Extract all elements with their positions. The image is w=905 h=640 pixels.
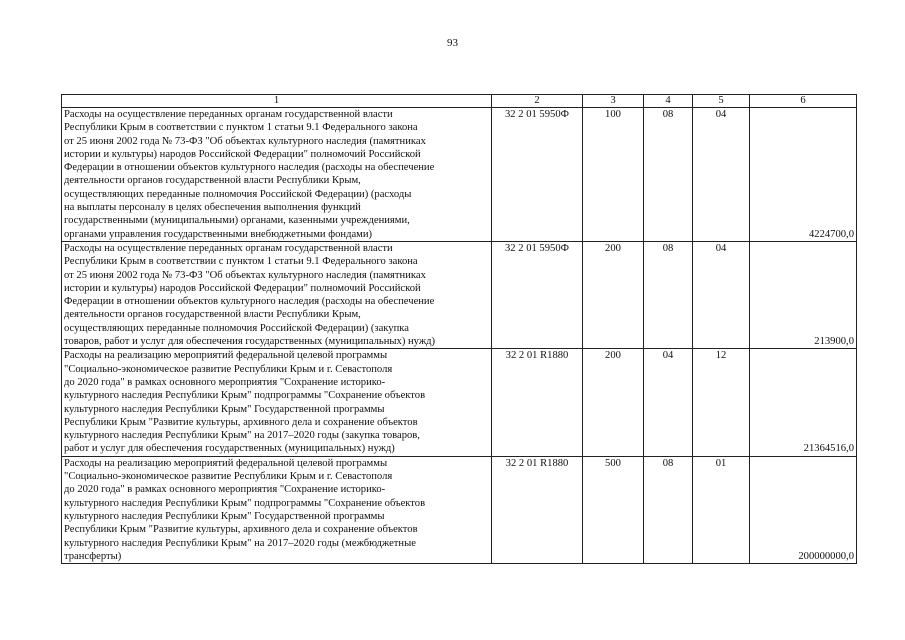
description-line: трансферты) xyxy=(64,550,122,562)
description-line: Федерации в отношении объектов культурного наследия (расходы на обеспечение xyxy=(64,162,435,174)
description-line: "Социально-экономическое развитие Республики Крым и г. Севастополя xyxy=(64,363,393,375)
description-line: Республики Крым "Развитие культуры, архивного дела и сохранение объектов xyxy=(64,524,418,536)
description-line: культурного наследия Республики Крым" на 2017–2020 годы (закупка товаров, xyxy=(64,430,420,442)
description-line: Расходы на осуществление переданных органам государственной власти xyxy=(64,242,393,254)
description-line: деятельности органов государственной власти Республики Крым, xyxy=(64,175,361,187)
description-line: Республики Крым в соответствии с пунктом 1 статьи 9.1 Федерального закона xyxy=(64,256,418,268)
expense-description xyxy=(62,108,492,242)
description-line: работ и услуг для обеспечения государственных (муниципальных) нужд) xyxy=(64,443,395,455)
description-line: Расходы на осуществление переданных органам государственной власти xyxy=(64,109,393,120)
description-line: государственными (муниципальными) органами, казенными учреждениями, xyxy=(64,215,410,227)
expense-type-cell: 200 xyxy=(583,349,644,456)
target-code-cell: 32 2 01 5950Ф xyxy=(492,241,583,348)
table-header-row xyxy=(62,95,857,108)
subsection-cell: 04 xyxy=(693,241,750,348)
description-line: Расходы на реализацию мероприятий федеральной целевой программы xyxy=(64,457,388,469)
subsection-cell: 04 xyxy=(693,108,750,242)
description-line: от 25 июня 2002 года № 73-ФЗ "Об объектах культурного наследия (памятниках xyxy=(64,269,426,281)
description-line: Республики Крым в соответствии с пунктом 1 статьи 9.1 Федерального закона xyxy=(64,122,418,134)
section-cell: 08 xyxy=(644,456,693,563)
description-line: до 2020 года" в рамках основного мероприятия "Сохранение историко- xyxy=(64,484,386,496)
description-line: органами управления государственными внебюджетными фондами) xyxy=(64,228,373,240)
column-header: 3 xyxy=(583,95,644,108)
target-code-cell: 32 2 01 R1880 xyxy=(492,456,583,563)
column-header: 2 xyxy=(492,95,583,108)
description-line: культурного наследия Республики Крым" Государственной программы xyxy=(64,403,385,415)
expense-description xyxy=(62,349,492,456)
table-row xyxy=(62,108,857,242)
description-line: культурного наследия Республики Крым" подпрограммы "Сохранение объектов xyxy=(64,390,426,402)
description-line: Республики Крым "Развитие культуры, архивного дела и сохранение объектов xyxy=(64,416,418,428)
description-line: истории и культуры) народов Российской Федерации" полномочий Российской xyxy=(64,148,421,160)
description-line: культурного наследия Республики Крым" подпрограммы "Сохранение объектов xyxy=(64,497,426,509)
description-line: осуществляющих переданные полномочия Российской Федерации) (расходы xyxy=(64,188,412,200)
section-cell: 08 xyxy=(644,108,693,242)
description-line: культурного наследия Республики Крым" на 2017–2020 годы (межбюджетные xyxy=(64,537,416,549)
expense-description xyxy=(62,456,492,563)
table-row xyxy=(62,349,857,456)
description-line: культурного наследия Республики Крым" Государственной программы xyxy=(64,510,385,522)
amount-cell: 21364516,0 xyxy=(750,349,857,456)
budget-table xyxy=(61,94,857,564)
description-line: товаров, работ и услуг для обеспечения государственных (муниципальных) нужд) xyxy=(64,336,436,348)
section-cell: 08 xyxy=(644,241,693,348)
column-header: 6 xyxy=(750,95,857,108)
target-code-cell: 32 2 01 5950Ф xyxy=(492,108,583,242)
column-header: 5 xyxy=(693,95,750,108)
target-code-cell: 32 2 01 R1880 xyxy=(492,349,583,456)
amount-cell: 213900,0 xyxy=(750,241,857,348)
description-line: от 25 июня 2002 года № 73-ФЗ "Об объектах культурного наследия (памятниках xyxy=(64,135,426,147)
description-line: истории и культуры) народов Российской Федерации" полномочий Российской xyxy=(64,282,421,294)
description-line: "Социально-экономическое развитие Республики Крым и г. Севастополя xyxy=(64,471,393,483)
description-line: до 2020 года" в рамках основного мероприятия "Сохранение историко- xyxy=(64,376,386,388)
subsection-cell: 01 xyxy=(693,456,750,563)
page-number: 93 xyxy=(447,37,458,49)
amount-cell: 4224700,0 xyxy=(750,108,857,242)
description-line: осуществляющих переданные полномочия Российской Федерации) (закупка xyxy=(64,322,409,334)
expense-type-cell: 500 xyxy=(583,456,644,563)
description-line: Расходы на реализацию мероприятий федеральной целевой программы xyxy=(64,350,388,362)
expense-type-cell: 200 xyxy=(583,241,644,348)
table-row xyxy=(62,241,857,348)
column-header: 4 xyxy=(644,95,693,108)
description-line: на выплаты персоналу в целях обеспечения выполнения функций xyxy=(64,202,361,214)
subsection-cell: 12 xyxy=(693,349,750,456)
description-line: деятельности органов государственной власти Республики Крым, xyxy=(64,309,361,321)
table-row xyxy=(62,456,857,563)
column-header: 1 xyxy=(62,95,492,108)
section-cell: 04 xyxy=(644,349,693,456)
expense-description xyxy=(62,241,492,348)
expense-type-cell: 100 xyxy=(583,108,644,242)
description-line: Федерации в отношении объектов культурного наследия (расходы на обеспечение xyxy=(64,296,435,308)
amount-cell: 200000000,0 xyxy=(750,456,857,563)
